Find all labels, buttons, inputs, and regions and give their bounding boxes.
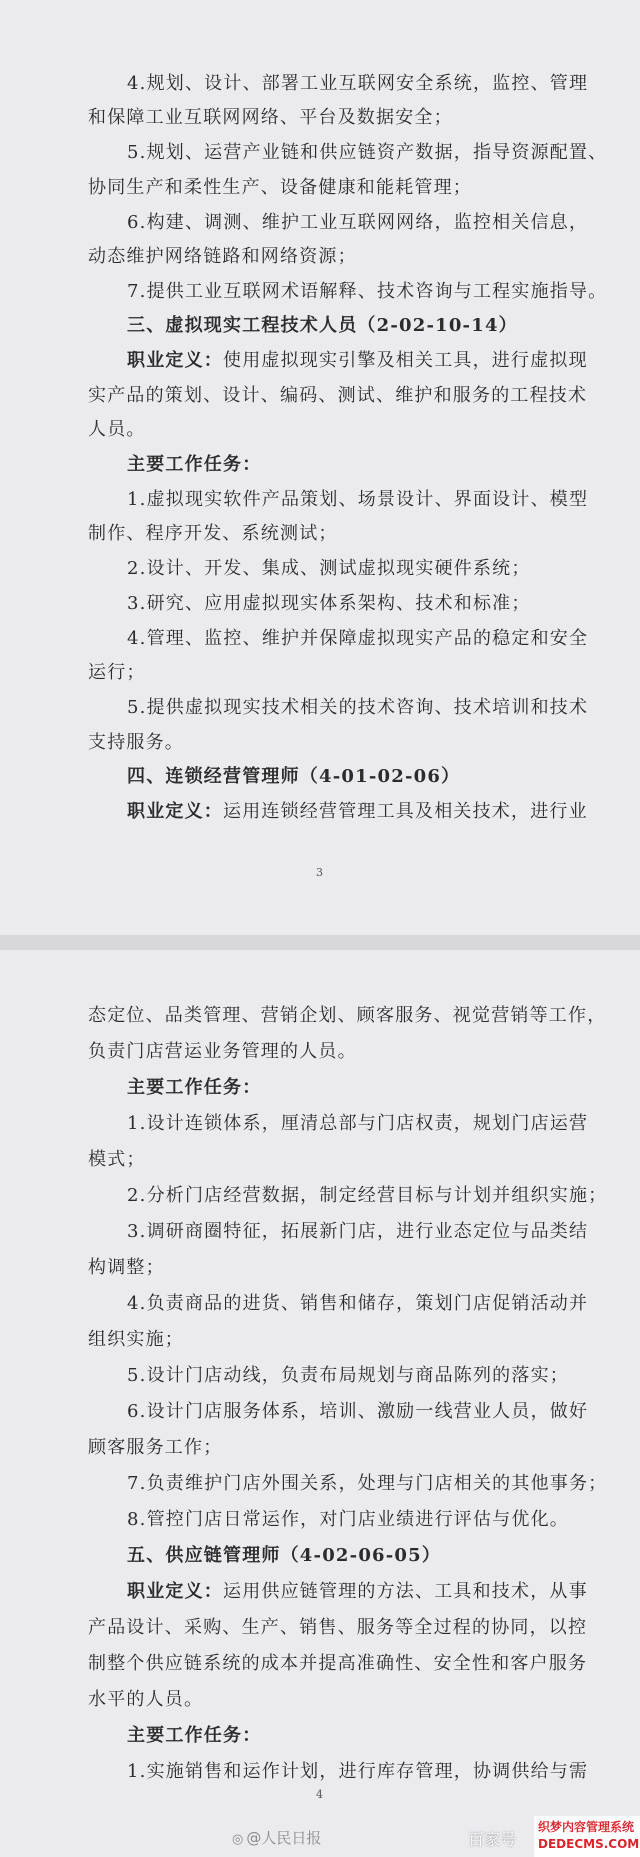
- page1-line: [127, 800, 588, 824]
- page1-line: 1.虚拟现实软件产品策划、场景设计、界面设计、模型: [127, 489, 589, 510]
- page2-line: 水平的人员。: [88, 1689, 204, 1710]
- site-watermark: [534, 1816, 640, 1857]
- page1-line: 运行；: [88, 662, 146, 683]
- page1-line: 人员。: [88, 419, 146, 440]
- page1-line: 7.提供工业互联网术语解释、技术咨询与工程实施指导。: [127, 281, 608, 302]
- page1-line: 实产品的策划、设计、编码、测试、维护和服务的工程技术: [88, 385, 588, 406]
- page1-line: 6.构建、调测、维护工业互联网网络，监控相关信息，: [127, 212, 589, 233]
- page1-line: 4.规划、设计、部署工业互联网安全系统，监控、管理: [127, 73, 589, 94]
- page1-line: 4.管理、监控、维护并保障虚拟现实产品的稳定和安全: [127, 628, 589, 649]
- page1-line: 2.设计、开发、集成、测试虚拟现实硬件系统；: [127, 558, 531, 579]
- definition-label: 职业定义：: [127, 1581, 223, 1602]
- definition-text: 运用供应链管理的方法、工具和技术，从事: [223, 1581, 588, 1602]
- page2-line: 构调整；: [88, 1257, 165, 1278]
- page1-line: 主要工作任务：: [127, 454, 262, 475]
- definition-text: 使用虚拟现实引擎及相关工具，进行虚拟现: [223, 350, 588, 371]
- weibo-watermark-text: @人民日报: [246, 1829, 322, 1847]
- site-watermark-name: 织梦内容管理系统: [538, 1820, 635, 1834]
- page2-line: 4.负责商品的进货、销售和储存，策划门店促销活动并: [127, 1293, 589, 1314]
- page2-line: 7.负责维护门店外围关系，处理与门店相关的其他事务；: [127, 1473, 608, 1494]
- page2-line: 主要工作任务：: [127, 1077, 262, 1098]
- page1-line: 四、连锁经营管理师（4-01-02-06）: [127, 766, 461, 787]
- page2-line: 顾客服务工作；: [88, 1437, 223, 1458]
- page1-line: 协同生产和柔性生产、设备健康和能耗管理；: [88, 177, 472, 198]
- weibo-icon: ◎: [232, 1832, 244, 1847]
- definition-label: 职业定义：: [127, 350, 223, 371]
- page2-line: 5.设计门店动线，负责布局规划与商品陈列的落实；: [127, 1365, 569, 1386]
- page1-line: 支持服务。: [88, 732, 184, 753]
- page2-line: 6.设计门店服务体系，培训、激励一线营业人员，做好: [127, 1401, 589, 1422]
- page1-line: 制作、程序开发、系统测试；: [88, 523, 338, 544]
- page2-line: 五、供应链管理师（4-02-06-05）: [127, 1545, 442, 1566]
- page1-line: 三、虚拟现实工程技术人员（2-02-10-14）: [127, 315, 518, 336]
- page2-line: 态定位、品类管理、营销企划、顾客服务、视觉营销等工作，: [88, 1005, 607, 1026]
- page1-line: 5.提供虚拟现实技术相关的技术咨询、技术培训和技术: [127, 697, 589, 718]
- page1-line: 和保障工业互联网网络、平台及数据安全；: [88, 107, 453, 128]
- page2-line: 2.分析门店经营数据，制定经营目标与计划并组织实施；: [127, 1185, 608, 1206]
- page2-line: 负责门店营运业务管理的人员。: [88, 1041, 357, 1062]
- page2-line: 8.管控门店日常运作，对门店业绩进行评估与优化。: [127, 1509, 569, 1530]
- page2-line: 1.实施销售和运作计划，进行库存管理，协调供给与需: [127, 1761, 589, 1782]
- page-separator: [0, 935, 640, 950]
- page2-line: [127, 1580, 588, 1604]
- page1-line: 动态维护网络链路和网络资源；: [88, 246, 357, 267]
- page2-line: 模式；: [88, 1149, 146, 1170]
- page2-line: 组织实施；: [88, 1329, 184, 1350]
- page2-line: 制整个供应链系统的成本并提高准确性、安全性和客户服务: [88, 1653, 588, 1674]
- page2-line: 主要工作任务：: [127, 1725, 262, 1746]
- definition-text: 运用连锁经营管理工具及相关技术，进行业: [223, 801, 588, 822]
- page1-line: 3.研究、应用虚拟现实体系架构、技术和标准；: [127, 593, 531, 614]
- weibo-watermark: [232, 1827, 321, 1848]
- definition-label: 职业定义：: [127, 801, 223, 822]
- page2-line: 3.调研商圈特征，拓展新门店，进行业态定位与品类结: [127, 1221, 589, 1242]
- page1-line: [127, 349, 588, 373]
- baijia-watermark: 百家号: [468, 1830, 517, 1849]
- site-watermark-url: DEDECMS.COM: [538, 1837, 640, 1851]
- page-number-4: 4: [316, 1788, 323, 1801]
- page1-line: 5.规划、运营产业链和供应链资产数据，指导资源配置、: [127, 142, 608, 163]
- page-number-3: 3: [316, 866, 323, 879]
- page2-line: 1.设计连锁体系，厘清总部与门店权责，规划门店运营: [127, 1113, 589, 1134]
- page2-line: 产品设计、采购、生产、销售、服务等全过程的协同，以控: [88, 1617, 588, 1638]
